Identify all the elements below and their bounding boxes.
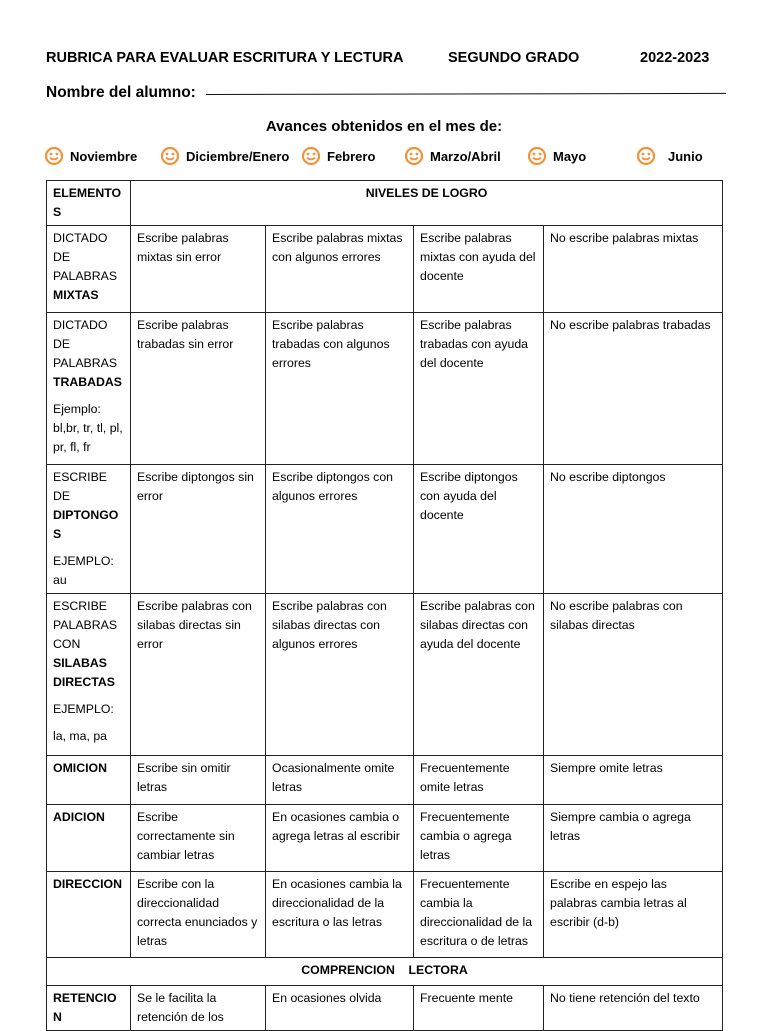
level-cell: No escribe diptongos [544, 465, 723, 594]
element-label: ESCRIBE DE [53, 470, 107, 503]
level-cell: Ocasionalmente omite letras [266, 756, 414, 805]
document-header [46, 50, 722, 70]
level-cell: Escribe palabras trabadas sin error [131, 313, 266, 465]
level-cell: No tiene retención del texto [544, 986, 723, 1031]
month-item-junio [636, 146, 703, 166]
section-header-row [47, 958, 723, 986]
level-cell: Escribe diptongos sin error [131, 465, 266, 594]
level-cell: En ocasiones cambia o agrega letras al escribir [266, 805, 414, 872]
table-header-row [47, 181, 723, 226]
level-cell: Escribe con la direccionalidad correcta enunciados y letras [131, 872, 266, 958]
element-bold-label: SILABAS DIRECTAS [53, 656, 115, 689]
table-row [47, 805, 723, 872]
element-example: EJEMPLO: au [53, 554, 114, 587]
school-year: 2022-2023 [640, 50, 710, 66]
smiley-face-icon [404, 146, 424, 166]
smiley-face-icon [44, 146, 64, 166]
grade-label: SEGUNDO GRADO [448, 50, 580, 66]
month-item-noviembre [44, 146, 137, 166]
row-element-cell: DIRECCION [47, 872, 131, 958]
element-label: ESCRIBE PALABRAS CON [53, 599, 118, 651]
element-example: Ejemplo: bl,br, tr, tl, pl, pr, fl, fr [53, 402, 123, 454]
level-cell: Escribe palabras con silabas directas con ayuda del docente [414, 594, 544, 756]
level-cell: Escribe sin omitir letras [131, 756, 266, 805]
level-cell: Escribe diptongos con algunos errores [266, 465, 414, 594]
month-label: Marzo/Abril [430, 148, 501, 164]
table-row [47, 594, 723, 756]
element-bold-label: TRABADAS [53, 375, 122, 389]
student-name-label: Nombre del alumno: [46, 84, 196, 101]
month-label: Noviembre [70, 148, 138, 164]
level-cell: No escribe palabras mixtas [544, 226, 723, 313]
level-cell: Escribe palabras trabadas con algunos errores [266, 313, 414, 465]
month-label: Junio [668, 148, 703, 164]
smiley-face-icon [160, 146, 180, 166]
document-title: RUBRICA PARA EVALUAR ESCRITURA Y LECTURA [46, 50, 404, 66]
student-name-line [206, 93, 726, 95]
smiley-face-icon [301, 146, 321, 166]
level-cell: Se le facilita la retención de los [131, 986, 266, 1031]
element-label: DICTADO DE PALABRAS [53, 318, 118, 370]
month-item-diciembre-enero [160, 146, 289, 166]
level-cell: En ocasiones cambia la direccionalidad de la escritura o las letras [266, 872, 414, 958]
level-cell: Escribe palabras mixtas con algunos errores [266, 226, 414, 313]
level-cell: Siempre cambia o agrega letras [544, 805, 723, 872]
level-cell: Frecuente mente [414, 986, 544, 1031]
table-row [47, 226, 723, 313]
table-row [47, 465, 723, 594]
smiley-face-icon [636, 146, 656, 166]
level-cell: Frecuentemente cambia o agrega letras [414, 805, 544, 872]
section-reading-comprehension: COMPRENCION LECTORA [47, 958, 723, 986]
level-cell: Frecuentemente cambia la direccionalidad de la escritura o de letras [414, 872, 544, 958]
level-cell: Escribe palabras con silabas directas sin error [131, 594, 266, 756]
months-row [0, 146, 768, 172]
column-header-elements: ELEMENTOS [47, 181, 131, 226]
month-item-marzo-abril [404, 146, 501, 166]
level-cell: Escribe palabras mixtas con ayuda del docente [414, 226, 544, 313]
month-item-mayo [527, 146, 586, 166]
month-label: Diciembre/Enero [186, 148, 290, 164]
row-element-cell [47, 594, 131, 756]
element-example-values: la, ma, pa [53, 729, 107, 743]
month-label: Febrero [327, 148, 376, 164]
level-cell: Escribe diptongos con ayuda del docente [414, 465, 544, 594]
level-cell: Escribe palabras trabadas con ayuda del docente [414, 313, 544, 465]
row-element-cell: ADICION [47, 805, 131, 872]
level-cell: Siempre omite letras [544, 756, 723, 805]
element-example: EJEMPLO: [53, 702, 114, 716]
level-cell: Frecuentemente omite letras [414, 756, 544, 805]
row-element-cell: OMICION [47, 756, 131, 805]
level-cell: No escribe palabras trabadas [544, 313, 723, 465]
rubric-table [46, 180, 723, 1031]
progress-heading: Avances obtenidos en el mes de: [265, 118, 503, 135]
level-cell: Escribe palabras con silabas directas con algunos errores [266, 594, 414, 756]
month-label: Mayo [553, 148, 587, 164]
smiley-face-icon [527, 146, 547, 166]
table-row [47, 872, 723, 958]
element-bold-label: MIXTAS [53, 288, 99, 302]
element-label: DICTADO DE PALABRAS [53, 231, 118, 283]
level-cell: Escribe palabras mixtas sin error [131, 226, 266, 313]
table-row [47, 313, 723, 465]
column-header-levels: NIVELES DE LOGRO [131, 181, 723, 226]
row-element-cell [47, 465, 131, 594]
element-bold-label: DIPTONGOS [53, 508, 119, 541]
level-cell: No escribe palabras con silabas directas [544, 594, 723, 756]
level-cell: Escribe correctamente sin cambiar letras [131, 805, 266, 872]
month-item-febrero [301, 146, 375, 166]
level-cell: En ocasiones olvida [266, 986, 414, 1031]
row-element-cell: RETENCION [47, 986, 131, 1031]
row-element-cell [47, 226, 131, 313]
level-cell: Escribe en espejo las palabras cambia letras al escribir (d-b) [544, 872, 723, 958]
row-element-cell [47, 313, 131, 465]
table-row [47, 756, 723, 805]
